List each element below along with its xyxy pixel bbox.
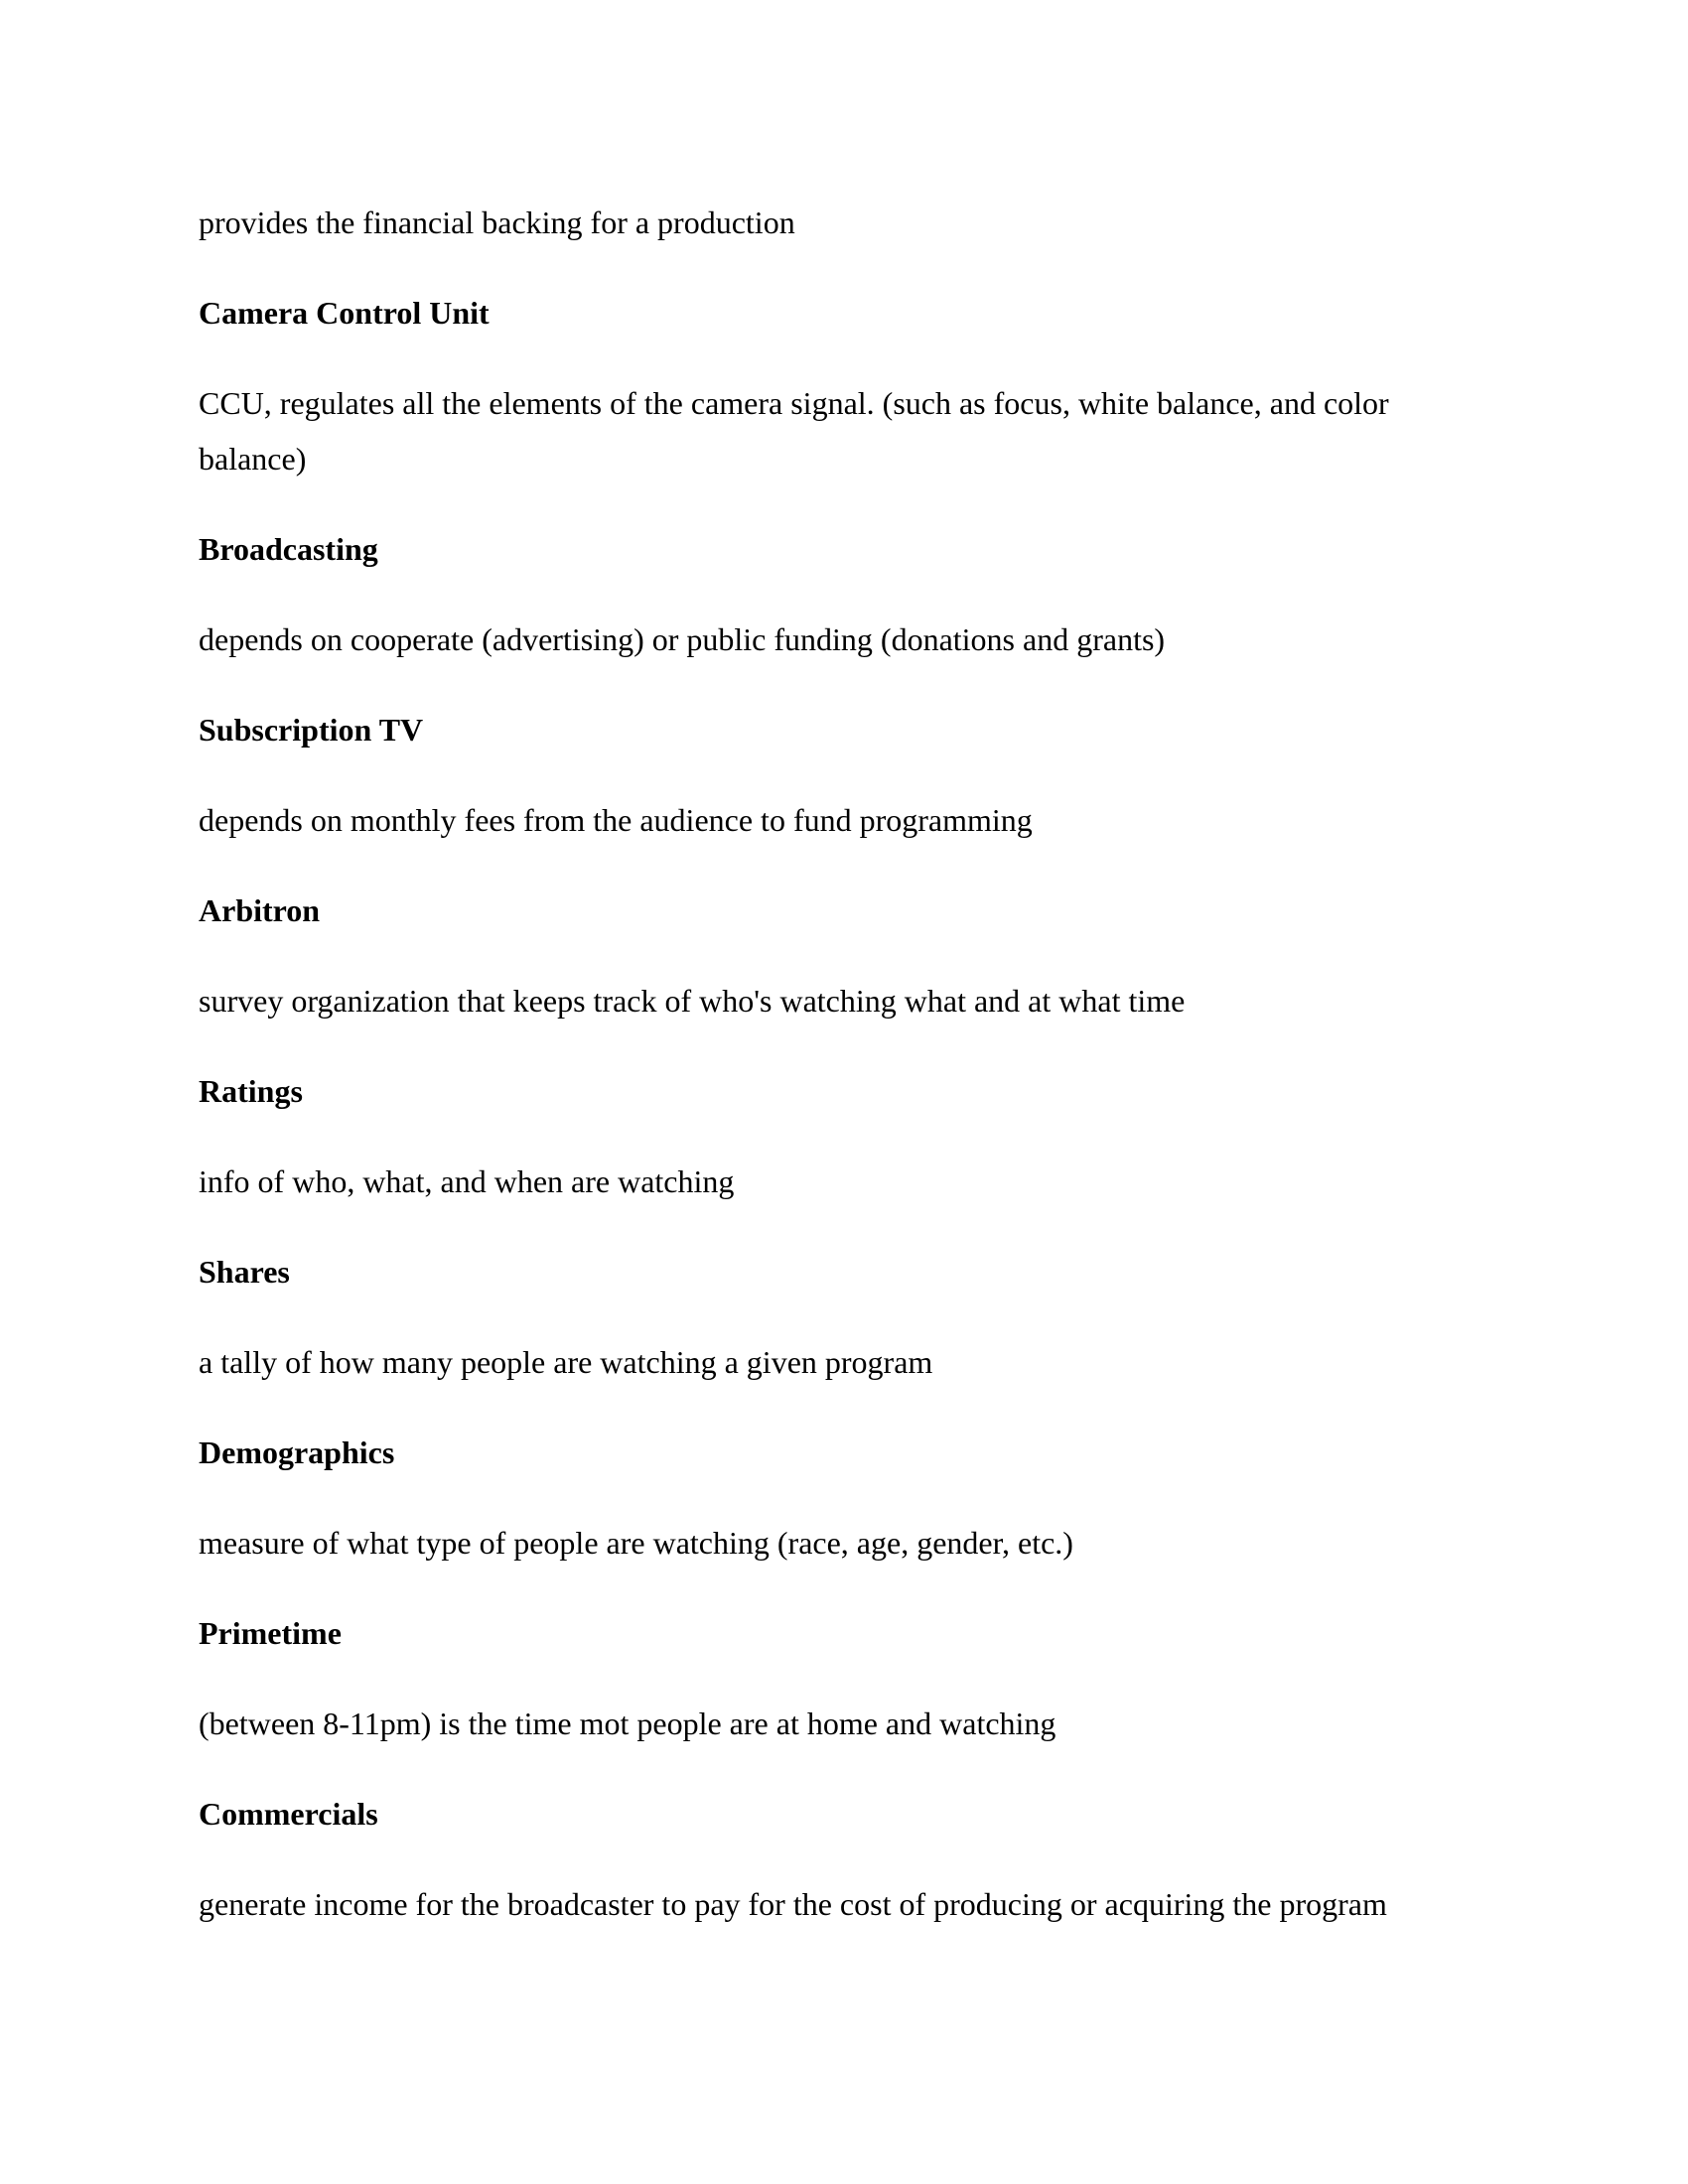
term-heading: Demographics [199,1434,395,1470]
definition-text: a tally of how many people are watching a given program [199,1344,933,1380]
definition-text: depends on cooperate (advertising) or public funding (donations and grants) [199,621,1166,657]
glossary-list [199,195,1489,1932]
definition-text: generate income for the broadcaster to pay for the cost of producing or acquiring the program [199,1886,1387,1922]
term-heading: Primetime [199,1615,342,1651]
term-heading: Broadcasting [199,531,378,567]
definition-text: info of who, what, and when are watching [199,1163,735,1199]
definition-text: CCU, regulates all the elements of the camera signal. (such as focus, white balance, and color balance) [199,385,1389,477]
term-heading: Commercials [199,1796,378,1832]
term-heading: Ratings [199,1073,303,1109]
definition-text: survey organization that keeps track of who's watching what and at what time [199,983,1186,1019]
definition-text: (between 8-11pm) is the time mot people are at home and watching [199,1706,1056,1741]
term-heading: Subscription TV [199,712,424,748]
term-heading: Arbitron [199,892,321,928]
term-heading: Camera Control Unit [199,295,490,331]
definition-text: depends on monthly fees from the audience to fund programming [199,802,1033,838]
term-heading: Shares [199,1254,290,1290]
definition-text: measure of what type of people are watching (race, age, gender, etc.) [199,1525,1073,1561]
definition-text: provides the financial backing for a production [199,205,795,240]
